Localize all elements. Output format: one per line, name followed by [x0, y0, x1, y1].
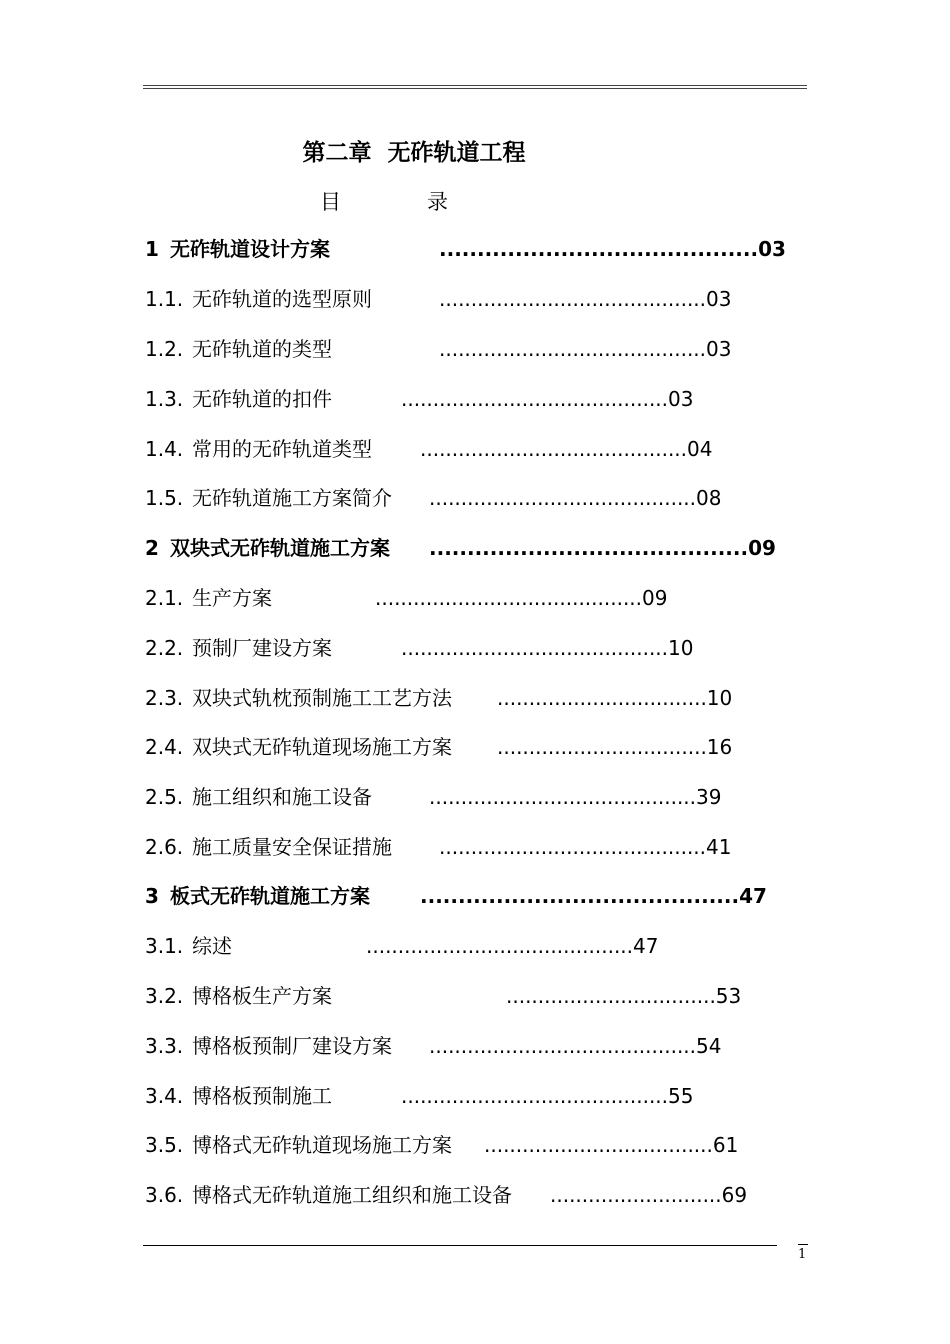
toc-entry-title: 预制厂建设方案: [192, 636, 332, 660]
toc-entry: [0, 732, 950, 762]
toc-entry: [0, 981, 950, 1011]
toc-entry-title: 双块式无砟轨道施工方案: [170, 536, 390, 560]
toc-entry-page: ..........................................04: [420, 437, 713, 461]
toc-entry: [0, 1031, 950, 1061]
toc-entry-page: ..........................................09: [375, 586, 668, 610]
toc-entry-page: ..........................................08: [429, 486, 722, 510]
toc-entry-title: 生产方案: [192, 586, 272, 610]
toc-entry-page: .................................16: [497, 735, 733, 759]
toc-entry-page: ..........................................41: [439, 835, 732, 859]
toc-entry-page: ..........................................39: [429, 785, 722, 809]
toc-entry-number: 3.4.: [145, 1084, 184, 1108]
toc-heading-lu: 录: [427, 190, 448, 214]
toc-entry: [0, 1180, 950, 1210]
toc-entry-number: 2.6.: [145, 835, 184, 859]
toc-entry: [0, 483, 950, 513]
toc-entry: [0, 583, 950, 613]
toc-entry-title: 无砟轨道的类型: [192, 337, 332, 361]
toc-entry-number: 1.3.: [145, 387, 184, 411]
toc-entry-title: 双块式无砟轨道现场施工方案: [192, 735, 452, 759]
toc-entry: [0, 533, 950, 563]
toc-entry-page: ...........................69: [550, 1183, 748, 1207]
toc-entry-title: 博格板生产方案: [192, 984, 332, 1008]
page-number: 1: [798, 1247, 807, 1262]
toc-entry-number: 3.2.: [145, 984, 184, 1008]
toc-entry-title: 双块式轨枕预制施工工艺方法: [192, 686, 452, 710]
toc-entry-number: 3.6.: [145, 1183, 184, 1207]
toc-entry-page: ..........................................47: [366, 934, 659, 958]
toc-entry: [0, 284, 950, 314]
chapter-title: 第二章 无砟轨道工程: [302, 140, 526, 166]
toc-entry: [0, 881, 950, 911]
toc-entry-page: ..........................................03: [401, 387, 694, 411]
toc-entry-number: 2.5.: [145, 785, 184, 809]
toc-entry: [0, 1130, 950, 1160]
toc-entry: [0, 782, 950, 812]
toc-entry-number: 2.1.: [145, 586, 184, 610]
toc-entry-title: 无砟轨道的扣件: [192, 387, 332, 411]
toc-entry-page: ..........................................03: [439, 237, 786, 261]
toc-entry-number: 2.3.: [145, 686, 184, 710]
toc-entry-number: 3: [145, 884, 159, 908]
toc-entry: [0, 434, 950, 464]
toc-entry-number: 1.4.: [145, 437, 184, 461]
toc-entry: [0, 234, 950, 264]
toc-entry-page: ..........................................03: [439, 337, 732, 361]
toc-entry-page: .................................53: [506, 984, 742, 1008]
toc-entry-title: 无砟轨道设计方案: [170, 237, 330, 261]
toc-entry: [0, 683, 950, 713]
toc-entry-title: 施工质量安全保证措施: [192, 835, 392, 859]
header-rule-top: [143, 85, 807, 86]
toc-entry-page: ..........................................55: [401, 1084, 694, 1108]
toc-entry-page: ....................................61: [484, 1133, 739, 1157]
toc-entry: [0, 832, 950, 862]
toc-entry-page: ..........................................47: [420, 884, 767, 908]
toc-entry-number: 3.3.: [145, 1034, 184, 1058]
toc-entry-title: 博格板预制施工: [192, 1084, 332, 1108]
toc-entry-page: .................................10: [497, 686, 733, 710]
toc-entry: [0, 384, 950, 414]
toc-entry-number: 2: [145, 536, 159, 560]
toc-entry-number: 1: [145, 237, 159, 261]
toc-entry: [0, 931, 950, 961]
toc-entry-number: 1.1.: [145, 287, 184, 311]
toc-heading-mu: 目: [320, 190, 341, 214]
toc-entry-number: 1.2.: [145, 337, 184, 361]
toc-entry-page: ..........................................09: [429, 536, 776, 560]
header-rule-bottom: [143, 88, 807, 89]
page-number-mark: [798, 1244, 808, 1245]
toc-entry: [0, 1081, 950, 1111]
toc-entry: [0, 334, 950, 364]
toc-entry-title: 施工组织和施工设备: [192, 785, 372, 809]
toc-entry-title: 常用的无砟轨道类型: [192, 437, 372, 461]
toc-entry-number: 3.5.: [145, 1133, 184, 1157]
toc-entry-title: 博格式无砟轨道施工组织和施工设备: [192, 1183, 512, 1207]
toc-entry-number: 1.5.: [145, 486, 184, 510]
toc-entry-title: 博格板预制厂建设方案: [192, 1034, 392, 1058]
toc-entry-title: 板式无砟轨道施工方案: [170, 884, 370, 908]
toc-entry-number: 2.2.: [145, 636, 184, 660]
toc-entry-title: 无砟轨道施工方案简介: [192, 486, 392, 510]
toc-entry-title: 博格式无砟轨道现场施工方案: [192, 1133, 452, 1157]
toc-entry-page: ..........................................54: [429, 1034, 722, 1058]
toc-entry-title: 无砟轨道的选型原则: [192, 287, 372, 311]
toc-entry-number: 2.4.: [145, 735, 184, 759]
toc-entry: [0, 633, 950, 663]
toc-entry-number: 3.1.: [145, 934, 184, 958]
toc-entry-page: ..........................................03: [439, 287, 732, 311]
toc-entry-title: 综述: [192, 934, 232, 958]
footer-rule: [143, 1245, 777, 1246]
toc-entry-page: ..........................................10: [401, 636, 694, 660]
